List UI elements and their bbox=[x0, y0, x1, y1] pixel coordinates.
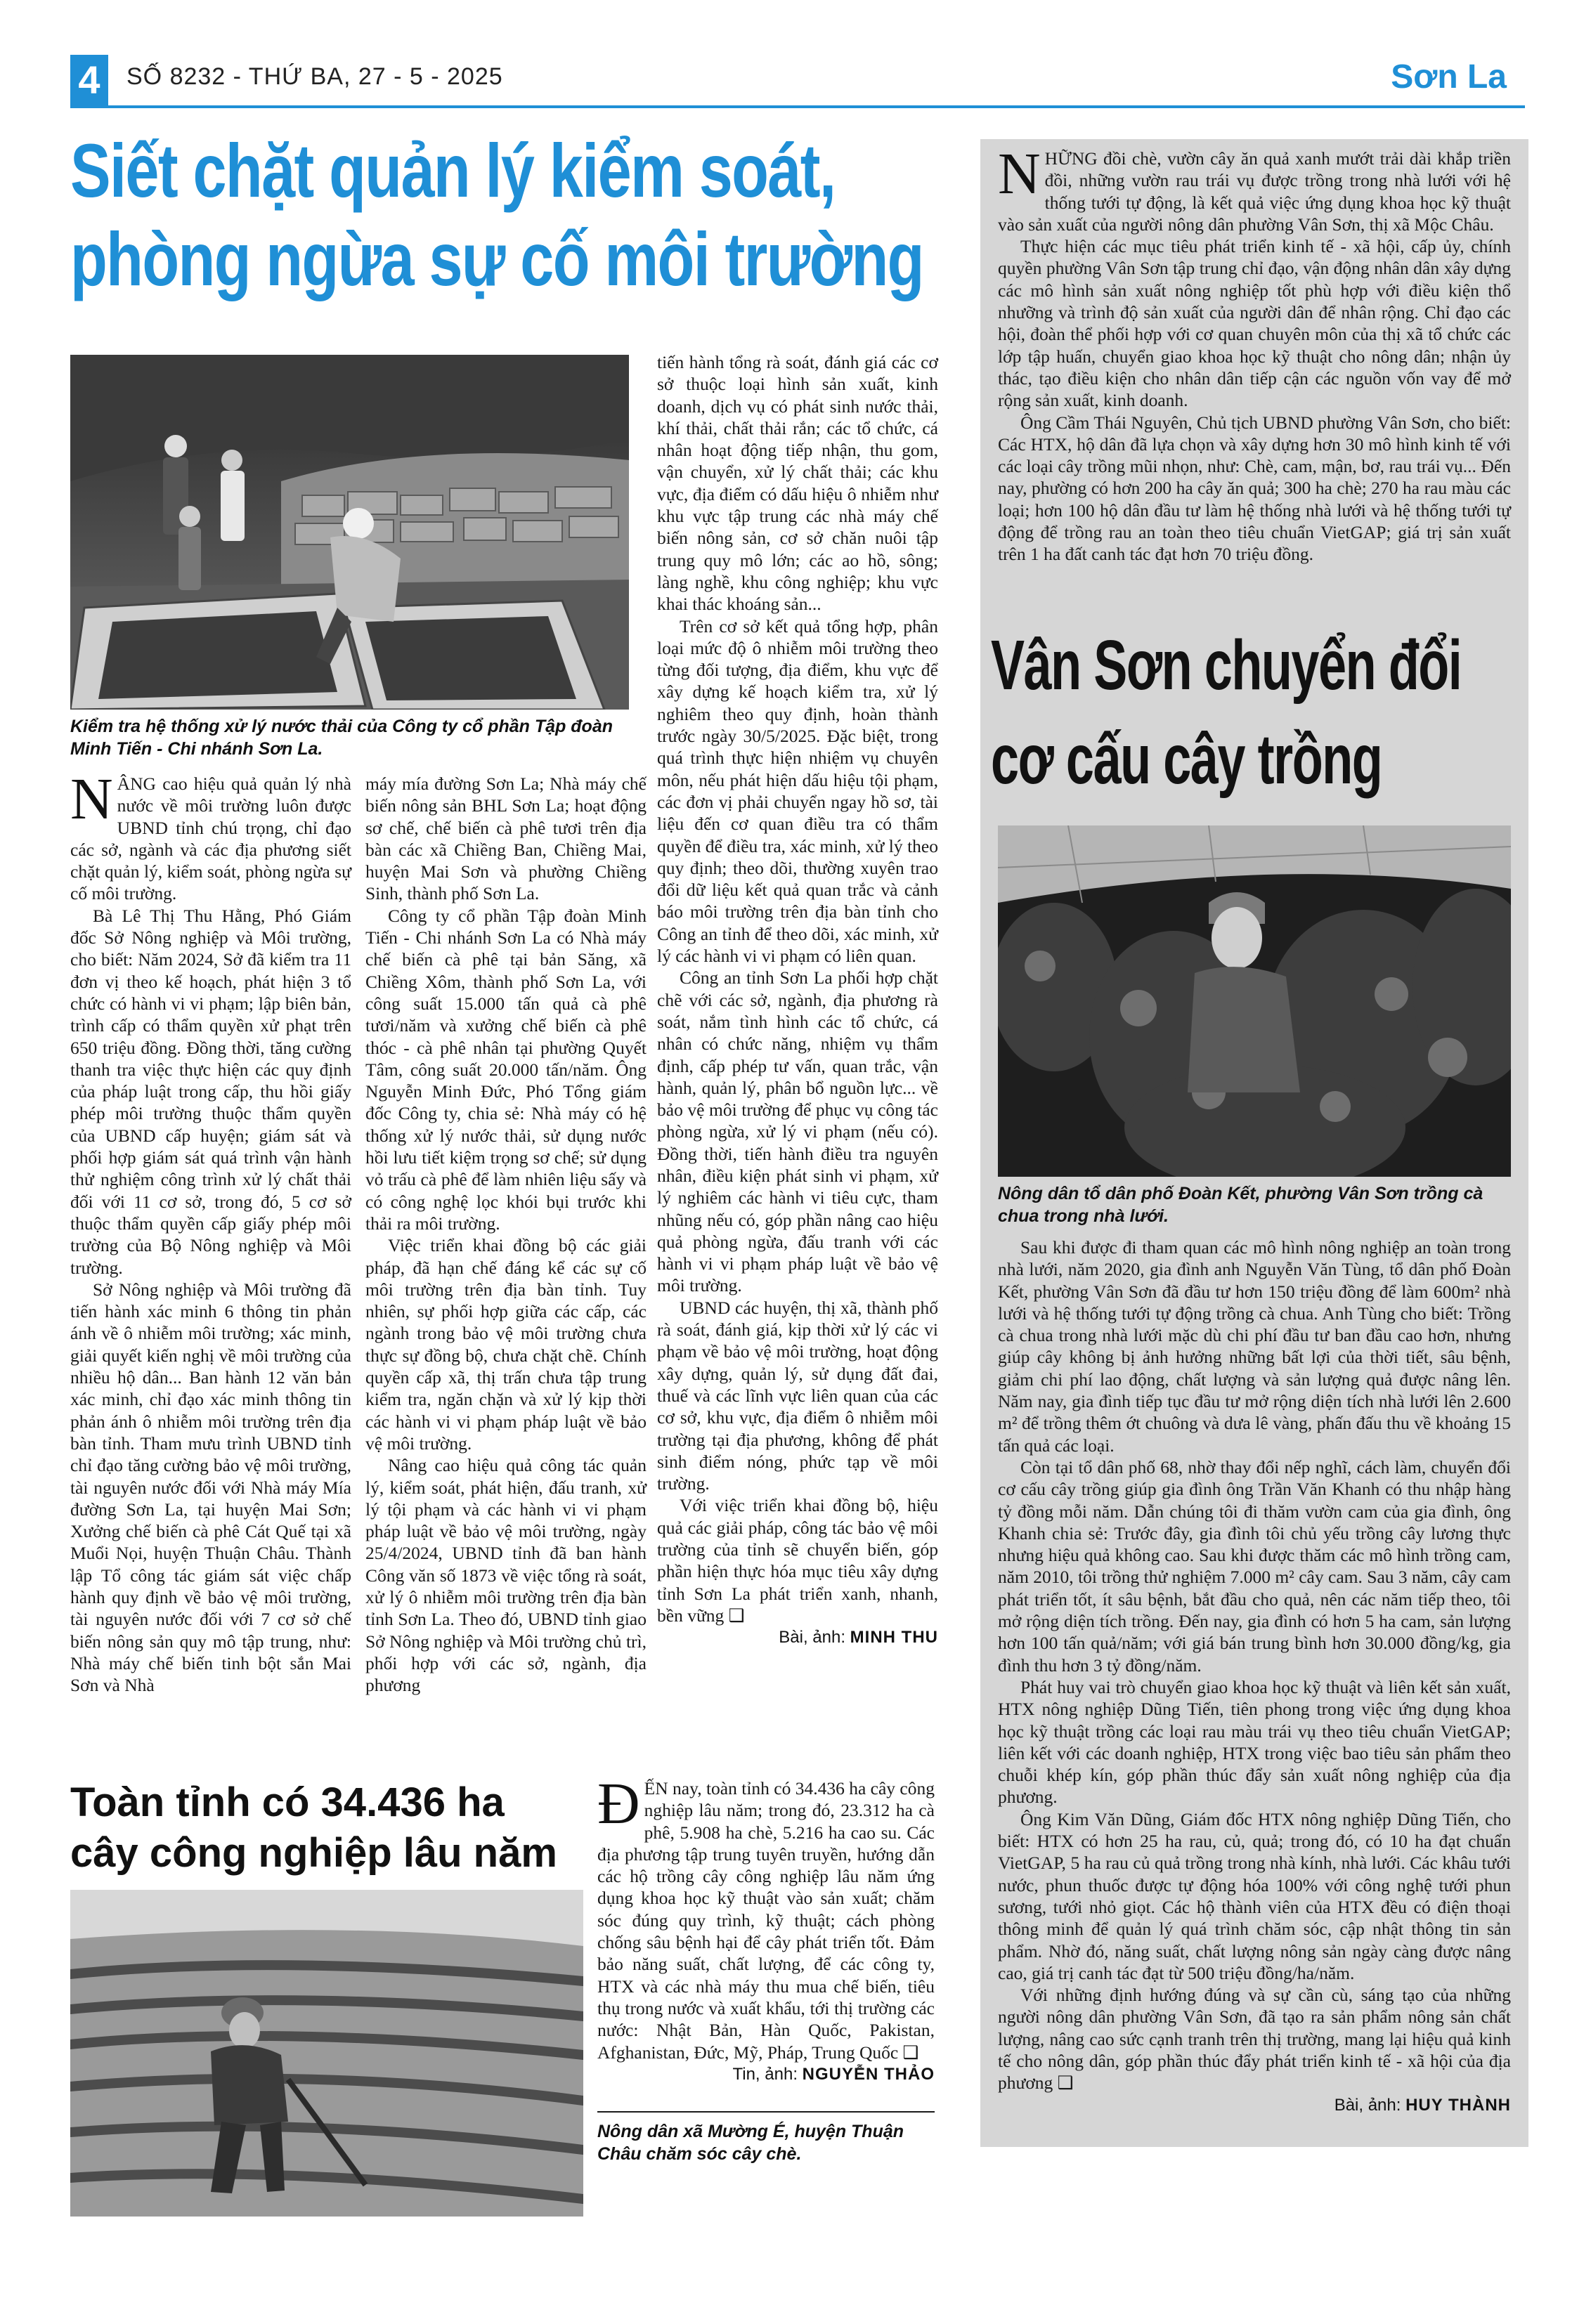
article3-photo-caption: Nông dân xã Mường É, huyện Thuận Châu chăm sóc cây chè. bbox=[597, 2122, 904, 2164]
article2-byline-name: HUY THÀNH bbox=[1405, 2095, 1511, 2115]
section-name: Sơn La bbox=[1391, 58, 1507, 96]
article2-photo-caption: Nông dân tổ dân phố Đoàn Kết, phường Vân Sơn trồng cà chua trong nhà lưới. bbox=[998, 1184, 1483, 1226]
article1-photo bbox=[70, 355, 629, 710]
article3-paragraph: ẾN nay, toàn tỉnh có 34.436 ha cây công nghiệp lâu năm; trong đó, 23.312 ha cà phê, 5.908 ha chè, 5.216 ha cao su. Các địa phương tập trung tuyên truyền, hướng dẫn các hộ trồng cây công nghiệp lâu năm ứng dụng khoa học kỹ thuật vào sản xuất; chăm sóc đúng quy trình, kỹ thuật; cách phòng chống sâu bệnh hại để cây phát triển tốt. Đảm bảo năng suất, chất lượng, để các công ty, HTX và các nhà máy thu mua chế biến, tiêu thụ trong nước và xuất khẩu, tới thị trường các nước: Nhật Bản, Hàn Quốc, Pakistan, Afghanistan, Đức, Mỹ, Pháp, Trung Quốc ❑ bbox=[597, 1778, 935, 2063]
tea-hill-image bbox=[70, 1890, 583, 2217]
article1-paragraph: Trên cơ sở kết quả tổng hợp, phân loại mức độ ô nhiễm môi trường theo từng đối tượng, địa điểm, khu vực để xây dựng kế hoạch kiểm tra, xử lý nghiêm theo quy định, hoàn thành trước ngày 30/5/2025. Đặc biệt, trong quá trình thực hiện nhiệm vụ chuyên môn, nếu phát hiện dấu hiệu tội phạm, các đơn vị phải chuyển ngay hồ sơ, tài liệu đến cơ quan điều tra có thẩm quyền để điều tra, xác minh, xử lý theo quy định; theo dõi, thường xuyên trao đổi dữ liệu kết quả quan trắc và cảnh báo môi trường trên địa bàn tỉnh cho Công an tỉnh để theo dõi, xác minh, xử lý các hành vi vi phạm có liên quan. bbox=[657, 615, 938, 967]
article1-paragraph: Sở Nông nghiệp và Môi trường đã tiến hành xác minh 6 thông tin phản ánh về ô nhiễm môi trường; xác minh, giải quyết kiến nghị về môi trường của nhiều hộ dân... Ban hành 12 văn bản xác minh, chỉ đạo xác minh thông tin phản ánh ô nhiễm môi trường trên địa bàn tỉnh. Tham mưu trình UBND tỉnh chỉ đạo tăng cường bảo vệ môi trường, tài nguyên nước đối với Nhà máy Mía đường Sơn La, tại huyện Mai Sơn; Xưởng chế biến cà phê Cát Quế tại xã Muổi Nọi, huyện Thuận Châu. Thành lập Tổ công tác giám sát việc chấp hành quy định về bảo vệ môi trường, tài nguyên nước đối với 7 cơ sở chế biến nông sản quy mô tập trung, như: Nhà máy chế biến tinh bột sắn Mai Sơn và Nhà bbox=[70, 1279, 351, 1696]
article1-dropcap: N bbox=[70, 766, 113, 832]
article2-lead bbox=[998, 141, 1511, 566]
article2-title bbox=[991, 618, 1507, 807]
article2-photo bbox=[998, 825, 1511, 1177]
article3-body bbox=[597, 1771, 935, 2085]
article1-paragraph: tiến hành tổng rà soát, đánh giá các cơ sở thuộc loại hình sản xuất, kinh doanh, dịch vụ có phát sinh nước thải, khí thải, chất thải rắn; các tổ chức, cá nhân hoạt động tiếp nhận, thu gom, vận chuyển, xử lý chất thải; các khu vực, địa điểm có dấu hiệu ô nhiễm như khu vực tập trung các nhà máy chế biến nông sản, cơ sở chăn nuôi tập trung quy mô lớn; các ao hồ, sông; làng nghề, khu công nghiệp; khu vực khai thác khoáng sản... bbox=[657, 352, 938, 615]
article2-lead-paragraph: Ông Cầm Thái Nguyên, Chủ tịch UBND phường Vân Sơn, cho biết: Các HTX, hộ dân đã lựa chọn và xây dựng hơn 30 mô hình kinh tế với các loại cây trồng mũi nhọn, như: Chè, cam, mận, bơ, rau trái vụ... Đến nay, phường có hơn 200 ha cây ăn quả; 300 ha chè; 270 ha rau màu các loại; hơn 100 hộ dân đầu tư làm hệ thống nhà lưới và hệ thống tưới tự động để trồng rau an toàn theo tiêu chuẩn VietGAP; giá trị sản xuất trên 1 ha đất canh tác đạt hơn 70 triệu đồng. bbox=[998, 412, 1511, 565]
article2-byline-label: Bài, ảnh: bbox=[1334, 2095, 1401, 2115]
article1-paragraph: máy mía đường Sơn La; Nhà máy chế biến nông sản BHL Sơn La; hoạt động sơ chế, chế biến cà phê tươi trên địa bàn các xã Chiềng Ban, Chiềng Mai, huyện Mai Sơn và phường Chiềng Sinh, thành phố Sơn La. bbox=[365, 773, 647, 904]
article3-caption-rule bbox=[597, 2111, 935, 2113]
article1-column-2 bbox=[365, 773, 647, 1696]
article1-paragraph: Công ty cổ phần Tập đoàn Minh Tiến - Chi nhánh Sơn La có Nhà máy chế biến cà phê tại bản Săng, xã Chiềng Xôm, thành phố Sơn La, với công suất 15.000 tấn quả cà phê tươi/năm và xưởng chế biến cà phê thóc - cà phê nhân tại phường Quyết Tâm, công suất 20.000 tấn/năm. Ông Nguyễn Minh Đức, Phó Tổng giám đốc Công ty, chia sẻ: Nhà máy có hệ thống xử lý nước thải, sử dụng nước hồi lưu tiết kiệm trọng sơ chế; sử dụng vỏ trấu cà phê để làm nhiên liệu sấy và có công nghệ lọc khói bụi trước khi thải ra môi trường. bbox=[365, 905, 647, 1234]
article1-byline-name: MINH THU bbox=[850, 1628, 938, 1647]
article3-byline-name: NGUYỄN THẢO bbox=[802, 2064, 935, 2084]
article2-dropcap: N bbox=[998, 141, 1041, 207]
article2-paragraph: Còn tại tổ dân phố 68, nhờ thay đổi nếp nghĩ, cách làm, chuyển đổi cơ cấu cây trồng giúp gia đình ông Trần Văn Khanh có thu nhập hàng tỷ đồng mỗi năm. Dẫn chúng tôi đi thăm vườn cam của gia đình, ông Khanh chia sẻ: Trước đây, gia đình tôi chủ yếu trồng cây lương thực nhưng hiệu quả không cao. Sau khi được thăm các mô hình trồng cam, năm 2010, tôi trồng thử nghiệm 7.000 m² cây cam. Sau 3 năm, cây cam phát triển tốt, ít sâu bệnh, bắt đầu cho quả, nên các năm tiếp theo, tôi mở rộng diện tích trồng. Đến nay, gia đình có hơn 5 ha cam, sản lượng hơn 100 tấn quả/năm; với giá bán trung bình hơn 30.000 đồng/kg, gia đình thu hơn 3 tỷ đồng/năm. bbox=[998, 1456, 1511, 1676]
article1-photo-caption: Kiểm tra hệ thống xử lý nước thải của Công ty cổ phần Tập đoàn Minh Tiến - Chi nhánh Sơn La. bbox=[70, 717, 613, 759]
article3-title-line2: cây công nghiệp lâu năm bbox=[70, 1830, 557, 1876]
article3-title bbox=[70, 1777, 604, 1879]
article2-lead-paragraph: HỮNG đồi chè, vườn cây ăn quả xanh mướt trải dài khắp triền đồi, những vườn rau trái vụ được trồng trong nhà lưới với hệ thống tưới tự động, là kết quả việc ứng dụng khoa học kỹ thuật vào sản xuất của người nông dân phường Vân Sơn, thị xã Mộc Châu. bbox=[998, 148, 1511, 235]
article1-byline bbox=[657, 1626, 938, 1648]
article1-paragraph: Công an tỉnh Sơn La phối hợp chặt chẽ với các sở, ngành, địa phương rà soát, nắm tình hình các tổ chức, cá nhân có chức năng, nhiệm vụ thẩm định, cấp phép tư vấn, quan trắc, vận hành, quản lý, phân bổ nguồn lực... về bảo vệ môi trường để phục vụ công tác phòng ngừa, xử lý vi phạm (nếu có). Đồng thời, tiến hành điều tra nguyên nhân, điều kiện phát sinh vi phạm, xử lý nghiêm các hành vi tiêu cực, tham nhũng nếu có, góp phần nâng cao hiệu quả phòng ngừa, đấu tranh với các hành vi vi phạm pháp luật về bảo vệ môi trường. bbox=[657, 967, 938, 1296]
article2-byline bbox=[998, 2094, 1511, 2116]
article1-paragraph: ÂNG cao hiệu quả quản lý nhà nước về môi trường luôn được UBND tỉnh chú trọng, chỉ đạo các sở, ngành và các địa phương siết chặt quản lý, kiểm soát, phòng ngừa sự cố môi trường. bbox=[70, 773, 351, 904]
article1-paragraph: Nâng cao hiệu quả công tác quản lý, kiểm soát, phát hiện, đấu tranh, xử lý tội phạm và các hành vi vi phạm pháp luật về bảo vệ môi trường, ngày 25/4/2024, UBND tỉnh đã ban hành Công văn số 1873 về việc tổng rà soát, xử lý ô nhiễm môi trường trên địa bàn tỉnh Sơn La. Theo đó, UBND tỉnh giao Sở Nông nghiệp và Môi trường chủ trì, phối hợp với các sở, ngành, địa phương bbox=[365, 1455, 647, 1696]
article2-paragraph: Với những định hướng đúng và sự cần cù, sáng tạo của những người nông dân phường Vân Sơn, đã tạo ra sản phẩm nông sản chất lượng, nâng cao sức cạnh tranh trên thị trường, mang lại hiệu quả kinh tế cho nông dân, góp phần thúc đẩy phát triển kinh tế - xã hội của địa phương ❑ bbox=[998, 1985, 1511, 2094]
page-number: 4 bbox=[70, 55, 108, 105]
header-rule bbox=[70, 105, 1525, 108]
article2-title-line2: cơ cấu cây trồng bbox=[991, 720, 1382, 799]
article1-title-line2: phòng ngừa sự cố môi trường bbox=[70, 216, 923, 301]
article2-title-line1: Vân Sơn chuyển đổi bbox=[991, 626, 1462, 705]
article1-title-line1: Siết chặt quản lý kiểm soát, bbox=[70, 128, 836, 213]
article3-dropcap: Đ bbox=[597, 1771, 640, 1836]
article3-byline bbox=[597, 2063, 935, 2085]
article2-paragraph: Ông Kim Văn Dũng, Giám đốc HTX nông nghiệp Dũng Tiến, cho biết: HTX có hơn 25 ha rau, củ, quả; trong đó, có 10 ha đạt chuẩn VietGAP, 5 ha rau củ quả trồng trong nhà kính, nhà lưới. Các khâu tưới nước, phun thuốc được tự động hóa 100% với công nghệ tưới phun sương, tưới nhỏ giọt. Các hộ thành viên của HTX đều có điện thoại thông minh để quản lý quá trình chăm sóc, cập nhật thông tin sản phẩm. Nhờ đó, năng suất, chất lượng nông sản ngày càng được nâng cao, giá trị canh tác đạt từ 500 triệu đồng/ha/năm. bbox=[998, 1808, 1511, 1983]
article1-paragraph: Việc triển khai đồng bộ các giải pháp, đã hạn chế đáng kể các sự cố môi trường trên địa bàn tỉnh. Tuy nhiên, sự phối hợp giữa các cấp, các ngành trong bảo vệ môi trường chưa thực sự đồng bộ, chưa chặt chẽ. Chính quyền cấp xã, thị trấn chưa tập trung kiểm tra, ngăn chặn và xử lý kịp thời các hành vi vi phạm pháp luật về bảo vệ môi trường. bbox=[365, 1235, 647, 1454]
article1-title bbox=[70, 126, 959, 303]
article1-paragraph: Với việc triển khai đồng bộ, hiệu quả các giải pháp, công tác bảo vệ môi trường của tỉnh sẽ chuyển biến, góp phần hiện thực hóa mục tiêu xây dựng tỉnh Sơn La phát triển xanh, nhanh, bền vững ❑ bbox=[657, 1495, 938, 1626]
article3-byline-label: Tin, ảnh: bbox=[732, 2064, 798, 2084]
tomato-greenhouse-image bbox=[998, 825, 1511, 1177]
issue-info: SỐ 8232 - THỨ BA, 27 - 5 - 2025 bbox=[126, 63, 503, 90]
article1-column-1 bbox=[70, 766, 351, 1696]
article2-body bbox=[998, 1236, 1511, 2116]
wastewater-inspection-image bbox=[70, 355, 629, 710]
article1-byline-label: Bài, ảnh: bbox=[779, 1628, 845, 1647]
article1-paragraph: UBND các huyện, thị xã, thành phố rà soát, đánh giá, kịp thời xử lý các vi phạm về bảo vệ môi trường, hoạt động xây dựng, quản lý, sử dụng đất đai, thuế và các lĩnh vực liên quan của các cơ sở, khu vực, địa điểm ô nhiễm môi trường tại địa phương, không để phát sinh điểm nóng, phức tạp về môi trường. bbox=[657, 1297, 938, 1494]
article3-photo bbox=[70, 1890, 583, 2217]
article1-column-3 bbox=[657, 351, 938, 1649]
article2-paragraph: Phát huy vai trò chuyển giao khoa học kỹ thuật và liên kết sản xuất, HTX nông nghiệp Dũng Tiến, tiên phong trong việc ứng dụng khoa học kỹ thuật trồng các loại rau màu trái vụ theo tiêu chuẩn VietGAP; liên kết với các doanh nghiệp, HTX trong việc bao tiêu sản phẩm theo chuỗi khép kín, góp phần thúc đẩy sản xuất nông nghiệp của địa phương. bbox=[998, 1676, 1511, 1808]
article2-paragraph: Sau khi được đi tham quan các mô hình nông nghiệp an toàn trong nhà lưới, năm 2020, gia đình anh Nguyễn Văn Tùng, tổ dân phố Đoàn Kết, phường Vân Sơn đã đầu tư hơn 150 triệu đồng để làm 600m² nhà lưới và hệ thống tưới tự động trồng cà chua. Anh Tùng cho biết: Trồng cà chua trong nhà lưới mặc dù chi phí đầu tư ban đầu cao hơn, nhưng giúp cây không bị ảnh hưởng những bất lợi của thời tiết, sâu bệnh, giảm chi phí lao động, chất lượng và sản lượng quả được nâng lên. Năm nay, gia đình tiếp tục đầu tư mở rộng diện tích nhà lưới lên 2.600 m² để trồng thêm ớt chuông và dưa lê vàng, phấn đấu thu về khoảng 15 tấn quả các loại. bbox=[998, 1237, 1511, 1456]
article2-lead-paragraph: Thực hiện các mục tiêu phát triển kinh tế - xã hội, cấp ủy, chính quyền phường Vân Sơn tập trung chỉ đạo, vận động nhân dân xây dựng các mô hình sản xuất nông nghiệp tốt phù hợp với điều kiện thổ nhưỡng và trình độ sản xuất của người dân để nhân rộng. Chỉ đạo các hội, đoàn thể phối hợp với cơ quan chuyên môn của thị xã tổ chức các lớp tập huấn, chuyển giao khoa học kỹ thuật cho nông dân; nhận ủy thác, tạo điều kiện cho nhân dân tiếp cận các nguồn vốn vay để mở rộng sản xuất, kinh doanh. bbox=[998, 236, 1511, 411]
article3-title-line1: Toàn tỉnh có 34.436 ha bbox=[70, 1780, 505, 1825]
article1-paragraph: Bà Lê Thị Thu Hằng, Phó Giám đốc Sở Nông nghiệp và Môi trường, cho biết: Năm 2024, Sở đã kiểm tra 11 đơn vị theo kế hoạch, phát hiện 3 tổ chức có hành vi vi phạm; lập biên bản, trình cấp có thẩm quyền xử phạt trên 650 triệu đồng. Đồng thời, tăng cường thanh tra việc thực hiện các quy định của pháp luật trong cấp, thu hồi giấy phép môi trường thuộc thẩm quyền của UBND cấp huyện; giám sát và phối hợp giám sát quá trình vận hành thử nghiệm công trình xử lý chất thải đối với 11 cơ sở, trong đó, 5 cơ sở thuộc thẩm quyền cấp giấy phép môi trường của Bộ Nông nghiệp và Môi trường. bbox=[70, 905, 351, 1278]
